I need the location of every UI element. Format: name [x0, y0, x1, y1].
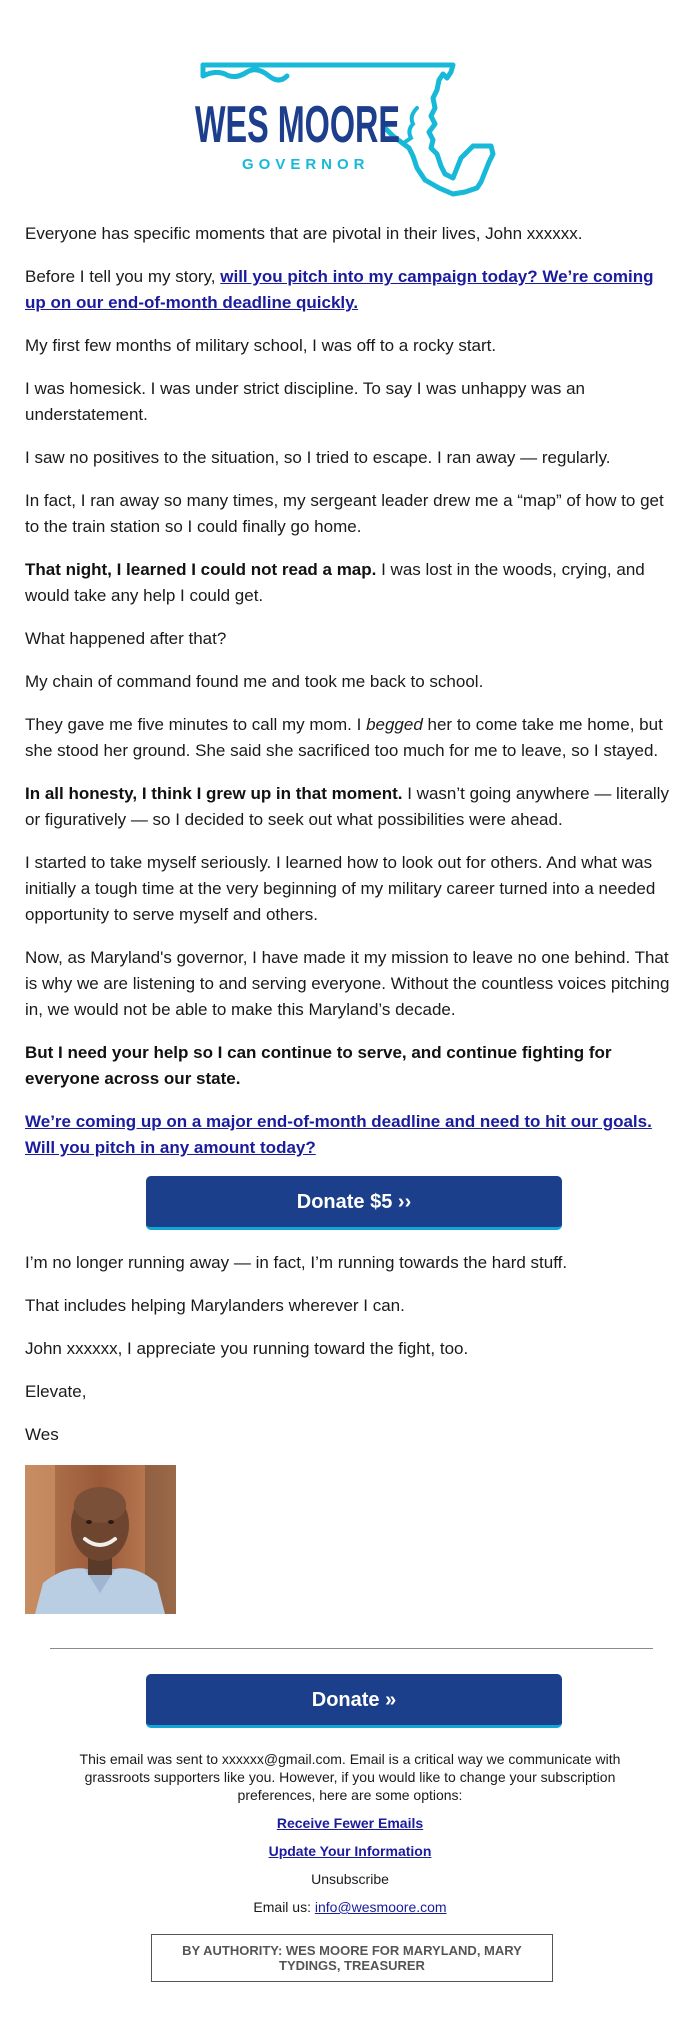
pitch-in-link[interactable]: will you pitch into my campaign today? We’re coming up on our end-of-month deadline quickly.	[25, 267, 654, 312]
email-footer	[65, 1750, 635, 1916]
body-paragraph: I started to take myself seriously. I learned how to look out for others. And what was initially a tough time at the very beginning of my military career turned into a needed opportunity to serve myself and others.	[25, 853, 656, 924]
deadline-link[interactable]: We’re coming up on a major end-of-month deadline and need to hit our goals. Will you pitch in any amount today?	[25, 1112, 652, 1157]
body-paragraph: What happened after that?	[25, 629, 227, 648]
body-paragraph: Everyone has specific moments that are pivotal in their lives, John xxxxxx.	[25, 224, 583, 243]
body-paragraph: My first few months of military school, I was off to a rocky start.	[25, 336, 497, 355]
logo-title-text: GOVERNOR	[242, 156, 370, 173]
body-paragraph: That night, I learned I could not read a map. I was lost in the woods, crying, and would take any help I could get.	[25, 560, 645, 605]
body-paragraph: In fact, I ran away so many times, my sergeant leader drew me a “map” of how to get to the train station so I could finally go home.	[25, 491, 664, 536]
donate-5-button[interactable]: Donate $5 ››	[146, 1176, 562, 1230]
body-paragraph: My chain of command found me and took me back to school.	[25, 672, 484, 691]
update-information-link[interactable]: Update Your Information	[268, 1843, 432, 1859]
closing-paragraph: That includes helping Marylanders wherever I can.	[25, 1296, 405, 1315]
body-paragraph: Now, as Maryland's governor, I have made it my mission to leave no one behind. That is why we are listening to and serving everyone. Without the countless voices pitching in, we would not be able to make this Maryland’s decade.	[25, 948, 670, 1019]
body-paragraph	[25, 1109, 675, 1161]
logo-name-text: WES MOORE	[195, 96, 400, 154]
maryland-outline-icon	[195, 62, 510, 198]
email-closing	[25, 1250, 675, 1465]
donate-button[interactable]: Donate »	[146, 1674, 562, 1728]
closing-paragraph: John xxxxxx, I appreciate you running toward the fight, too.	[25, 1339, 469, 1358]
body-paragraph: But I need your help so I can continue to serve, and continue fighting for everyone across our state.	[25, 1043, 612, 1088]
footer-divider	[50, 1648, 653, 1649]
body-paragraph: I saw no positives to the situation, so I tried to escape. I ran away — regularly.	[25, 448, 611, 467]
body-paragraph: Before I tell you my story, will you pitch into my campaign today? We’re coming up on our end-of-month deadline quickly.	[25, 267, 654, 312]
paid-for-by-disclaimer: BY AUTHORITY: WES MOORE FOR MARYLAND, MARY TYDINGS, TREASURER	[151, 1934, 553, 1982]
receive-fewer-emails-link[interactable]: Receive Fewer Emails	[276, 1815, 424, 1831]
wes-moore-portrait	[25, 1465, 176, 1614]
body-paragraph: In all honesty, I think I grew up in that moment. I wasn’t going anywhere — literally or figuratively — so I decided to seek out what possibilities were ahead.	[25, 784, 669, 829]
unsubscribe-link[interactable]: Unsubscribe	[311, 1871, 389, 1887]
closing-paragraph: I’m no longer running away — in fact, I’m running towards the hard stuff.	[25, 1253, 568, 1272]
contact-email: Email us: info@wesmoore.com	[253, 1899, 447, 1915]
body-paragraph: They gave me five minutes to call my mom. I begged her to come take me home, but she stood her ground. She said she sacrificed too much for me to leave, so I stayed.	[25, 715, 663, 760]
contact-email-link[interactable]: info@wesmoore.com	[314, 1899, 447, 1915]
signature-name: Wes	[25, 1425, 59, 1444]
email-body	[25, 221, 675, 1178]
body-paragraph: I was homesick. I was under strict discipline. To say I was unhappy was an understatement.	[25, 379, 585, 424]
sign-off: Elevate,	[25, 1382, 87, 1401]
wes-moore-logo	[195, 62, 510, 198]
footer-notice: This email was sent to xxxxxx@gmail.com. Email is a critical way we communicate with grassroots supporters like you. However, if you would like to change your subscription preferences, here are some options:	[79, 1751, 621, 1803]
